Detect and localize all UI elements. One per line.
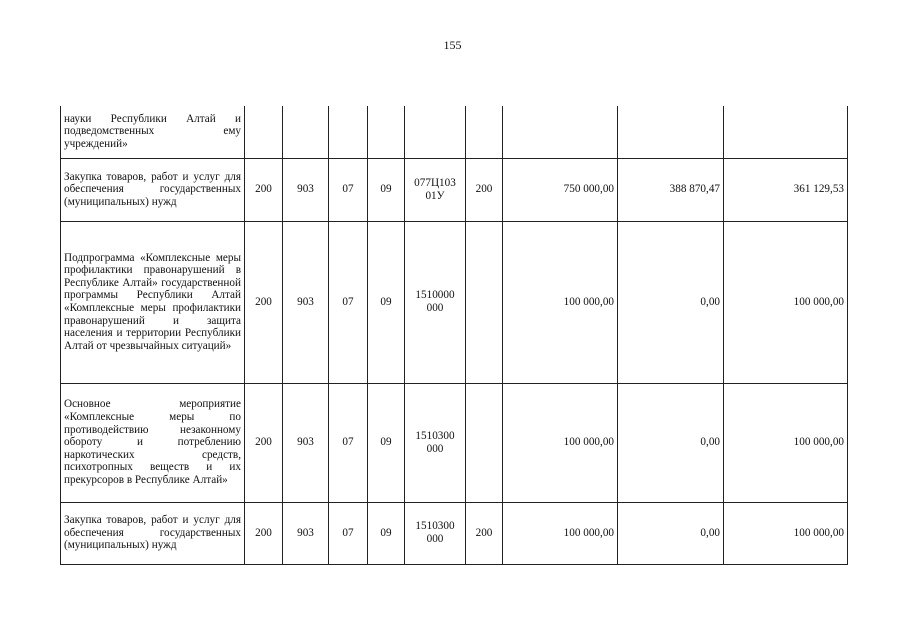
admin-code: 200 — [245, 158, 283, 221]
csr-code: 077Ц103 01У — [405, 158, 466, 221]
sum-remaining: 100 000,00 — [724, 221, 848, 383]
sum-planned: 100 000,00 — [503, 221, 618, 383]
podrazdel-code: 09 — [368, 158, 405, 221]
vr-code: 200 — [466, 158, 503, 221]
ved-code: 903 — [283, 502, 329, 564]
sum-executed: 388 870,47 — [618, 158, 724, 221]
razdel-code: 07 — [329, 221, 368, 383]
page-number: 155 — [443, 38, 462, 52]
admin-code — [245, 106, 283, 158]
table-body — [61, 106, 848, 564]
table-row — [61, 502, 848, 564]
vr-code — [466, 221, 503, 383]
table-row — [61, 221, 848, 383]
ved-code — [283, 106, 329, 158]
admin-code: 200 — [245, 383, 283, 502]
sum-planned: 100 000,00 — [503, 502, 618, 564]
admin-code: 200 — [245, 502, 283, 564]
csr-code: 1510300 000 — [405, 383, 466, 502]
sum-planned — [503, 106, 618, 158]
csr-code — [405, 106, 466, 158]
sum-executed: 0,00 — [618, 383, 724, 502]
podrazdel-code: 09 — [368, 502, 405, 564]
csr-code: 1510300 000 — [405, 502, 466, 564]
sum-remaining: 361 129,53 — [724, 158, 848, 221]
vr-code — [466, 383, 503, 502]
podrazdel-code: 09 — [368, 221, 405, 383]
sum-planned: 100 000,00 — [503, 383, 618, 502]
razdel-code: 07 — [329, 383, 368, 502]
sum-remaining: 100 000,00 — [724, 383, 848, 502]
budget-table — [60, 106, 848, 565]
vr-code: 200 — [466, 502, 503, 564]
sum-remaining — [724, 106, 848, 158]
sum-planned: 750 000,00 — [503, 158, 618, 221]
row-name: Закупка товаров, работ и услуг для обеспечения государственных (муниципальных) нужд — [61, 158, 245, 221]
table-row — [61, 158, 848, 221]
razdel-code: 07 — [329, 158, 368, 221]
podrazdel-code — [368, 106, 405, 158]
vr-code — [466, 106, 503, 158]
razdel-code — [329, 106, 368, 158]
row-name: науки Республики Алтай и подведомственных ему учреждений» — [61, 106, 245, 158]
sum-executed — [618, 106, 724, 158]
ved-code: 903 — [283, 383, 329, 502]
podrazdel-code: 09 — [368, 383, 405, 502]
row-name: Подпрограмма «Комплексные меры профилактики правонарушений в Республике Алтай» государственной программы Республики Алтай «Комплексные меры профилактики правонарушений и защита населения и территории Республики Алтай от чрезвычайных ситуаций» — [61, 221, 245, 383]
table-row — [61, 383, 848, 502]
table-row — [61, 106, 848, 158]
row-name: Закупка товаров, работ и услуг для обеспечения государственных (муниципальных) нужд — [61, 502, 245, 564]
sum-executed: 0,00 — [618, 502, 724, 564]
ved-code: 903 — [283, 221, 329, 383]
razdel-code: 07 — [329, 502, 368, 564]
admin-code: 200 — [245, 221, 283, 383]
sum-executed: 0,00 — [618, 221, 724, 383]
csr-code: 1510000 000 — [405, 221, 466, 383]
ved-code: 903 — [283, 158, 329, 221]
row-name: Основное мероприятие «Комплексные меры по противодействию незаконному обороту и потреблению наркотических средств, психотропных веществ и их прекурсоров в Республике Алтай» — [61, 383, 245, 502]
sum-remaining: 100 000,00 — [724, 502, 848, 564]
